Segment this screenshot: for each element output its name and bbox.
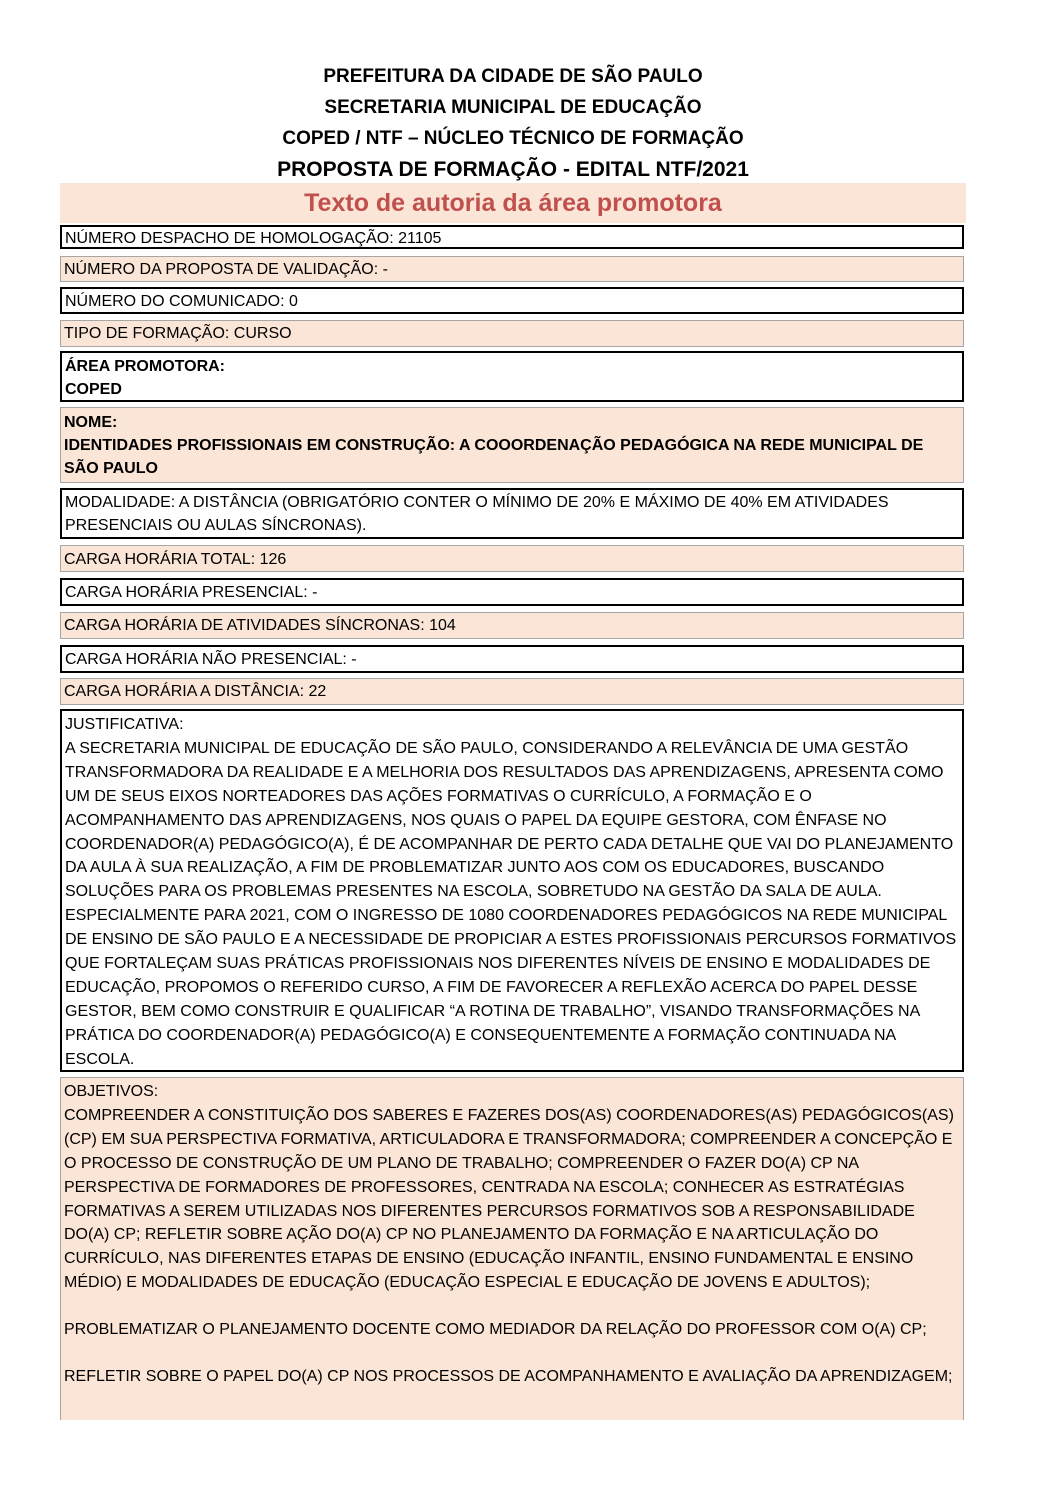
objetivos-paragraph-2: PROBLEMATIZAR O PLANEJAMENTO DOCENTE COMO MEDIADOR DA RELAÇÃO DO PROFESSOR COM O(A) CP; (64, 1321, 927, 1339)
field-modalidade (60, 488, 964, 539)
field-carga-nao-presencial-text: CARGA HORÁRIA NÃO PRESENCIAL: - (65, 651, 357, 668)
header-line-coped: COPED / NTF – NÚCLEO TÉCNICO DE FORMAÇÃO (282, 128, 744, 149)
field-comunicado (60, 287, 964, 314)
nome-label: NOME: (64, 414, 118, 431)
justificativa-text: A SECRETARIA MUNICIPAL DE EDUCAÇÃO DE SÃO PAULO, CONSIDERANDO A RELEVÂNCIA DE UMA GESTÃO TRANSFORMADORA DA REALIDADE E A MELHORIA DOS RESULTADOS DAS APRENDIZAGENS, APRESENTA COMO UM DE SEUS EIXOS NORTEADORES DAS AÇÕES FORMATIVAS O CURRÍCULO, A FORMAÇÃO E O ACOMPANHAMENTO DAS APRENDIZAGENS, NOS QUAIS O PAPEL DA EQUIPE GESTORA, COM ÊNFASE NO COORDENADOR(A) PEDAGÓGICO(A), É DE ACOMPANHAR DE PERTO CADA DETALHE QUE VAI DO PLANEJAMENTO DA AULA À SUA REALIZAÇÃO, A FIM DE PROBLEMATIZAR JUNTO AOS COM OS EDUCADORES, BUSCANDO SOLUÇÕES PARA OS PROBLEMAS PRESENTES NA ESCOLA, SOBRETUDO NA GESTÃO DA SALA DE AULA. ESPECIALMENTE PARA 2021, COM O INGRESSO DE 1080 COORDENADORES PEDAGÓGICOS NA REDE MUNICIPAL DE ENSINO DE SÃO PAULO E A NECESSIDADE DE PROPICIAR A ESTES PROFISSIONAIS PERCURSOS FORMATIVOS QUE FORTALEÇAM SUAS PRÁTICAS PROFISSIONAIS NOS DIFERENTES NÍVEIS DE ENSINO E MODALIDADES DE EDUCAÇÃO, PROPOMOS O REFERIDO CURSO, A FIM DE FAVORECER A REFLEXÃO ACERCA DO PAPEL DESSE GESTOR, BEM COMO CONSTRUIR E QUALIFICAR “A ROTINA DE TRABALHO”, VISANDO TRANSFORMAÇÕES NA PRÁTICA DO COORDENADOR(A) PEDAGÓGICO(A) E CONSEQUENTEMENTE A FORMAÇÃO CONTINUADA NA ESCOLA. (65, 739, 957, 1068)
header-line-prefeitura: PREFEITURA DA CIDADE DE SÃO PAULO (323, 66, 703, 87)
area-promotora-value: COPED (65, 381, 122, 398)
document-title: PROPOSTA DE FORMAÇÃO - EDITAL NTF/2021 (277, 158, 749, 181)
nome-value: IDENTIDADES PROFISSIONAIS EM CONSTRUÇÃO: A COOORDENAÇÃO PEDAGÓGICA NA REDE MUNICIPAL DE SÃO PAULO (64, 437, 924, 477)
justificativa-label: JUSTIFICATIVA: (65, 716, 184, 733)
field-carga-sincronas (60, 612, 964, 639)
field-proposta-validacao (60, 256, 964, 282)
paragraph-gap (64, 1295, 960, 1318)
field-proposta-validacao-text: NÚMERO DA PROPOSTA DE VALIDAÇÃO: - (64, 261, 388, 278)
field-area-promotora (60, 351, 964, 402)
field-modalidade-text: MODALIDADE: A DISTÂNCIA (OBRIGATÓRIO CONTER O MÍNIMO DE 20% E MÁXIMO DE 40% EM ATIVIDADES PRESENCIAIS OU AULAS SÍNCRONAS). (65, 494, 889, 534)
authorship-banner: Texto de autoria da área promotora (60, 183, 966, 223)
field-carga-nao-presencial (60, 645, 964, 673)
field-carga-distancia (60, 678, 964, 705)
field-objetivos (60, 1077, 964, 1420)
header-line-secretaria: SECRETARIA MUNICIPAL DE EDUCAÇÃO (324, 97, 702, 118)
field-carga-distancia-text: CARGA HORÁRIA A DISTÂNCIA: 22 (64, 683, 327, 700)
objetivos-paragraph-3: REFLETIR SOBRE O PAPEL DO(A) CP NOS PROCESSOS DE ACOMPANHAMENTO E AVALIAÇÃO DA APRENDIZAGEM; (64, 1368, 953, 1386)
field-carga-total-text: CARGA HORÁRIA TOTAL: 126 (64, 551, 287, 568)
field-despacho-text: NÚMERO DESPACHO DE HOMOLOGAÇÃO: 21105 (65, 230, 442, 247)
area-promotora-label: ÁREA PROMOTORA: (65, 358, 225, 375)
field-justificativa (60, 709, 964, 1072)
field-carga-total (60, 545, 964, 572)
field-tipo-formacao-text: TIPO DE FORMAÇÃO: CURSO (64, 325, 292, 342)
paragraph-gap (64, 1342, 960, 1365)
field-carga-presencial (60, 578, 964, 606)
field-despacho (60, 225, 964, 249)
field-carga-presencial-text: CARGA HORÁRIA PRESENCIAL: - (65, 584, 318, 601)
field-nome (60, 407, 964, 483)
objetivos-paragraph-1: COMPREENDER A CONSTITUIÇÃO DOS SABERES E FAZERES DOS(AS) COORDENADORES(AS) PEDAGÓGICOS(AS) (CP) EM SUA PERSPECTIVA FORMATIVA, ARTICULADORA E TRANSFORMADORA; COMPREENDER A CONCEPÇÃO E O PROCESSO DE CONSTRUÇÃO DE UM PLANO DE TRABALHO; COMPREENDER O FAZER DO(A) CP NA PERSPECTIVA DE FORMADORES DE PROFESSORES, CENTRADA NA ESCOLA; CONHECER AS ESTRATÉGIAS FORMATIVAS A SEREM UTILIZADAS NOS DIFERENTES PERCURSOS FORMATIVOS SOB A RESPONSABILIDADE DO(A) CP; REFLETIR SOBRE AÇÃO DO(A) CP NO PLANEJAMENTO DA FORMAÇÃO E NA ARTICULAÇÃO DO CURRÍCULO, NAS DIFERENTES ETAPAS DE ENSINO (EDUCAÇÃO INFANTIL, ENSINO FUNDAMENTAL E ENSINO MÉDIO) E MODALIDADES DE EDUCAÇÃO (EDUCAÇÃO ESPECIAL E EDUCAÇÃO DE JOVENS E ADULTOS); (64, 1106, 954, 1292)
field-carga-sincronas-text: CARGA HORÁRIA DE ATIVIDADES SÍNCRONAS: 104 (64, 617, 456, 634)
field-tipo-formacao (60, 320, 964, 347)
objetivos-label: OBJETIVOS: (64, 1083, 159, 1100)
field-comunicado-text: NÚMERO DO COMUNICADO: 0 (65, 293, 298, 310)
